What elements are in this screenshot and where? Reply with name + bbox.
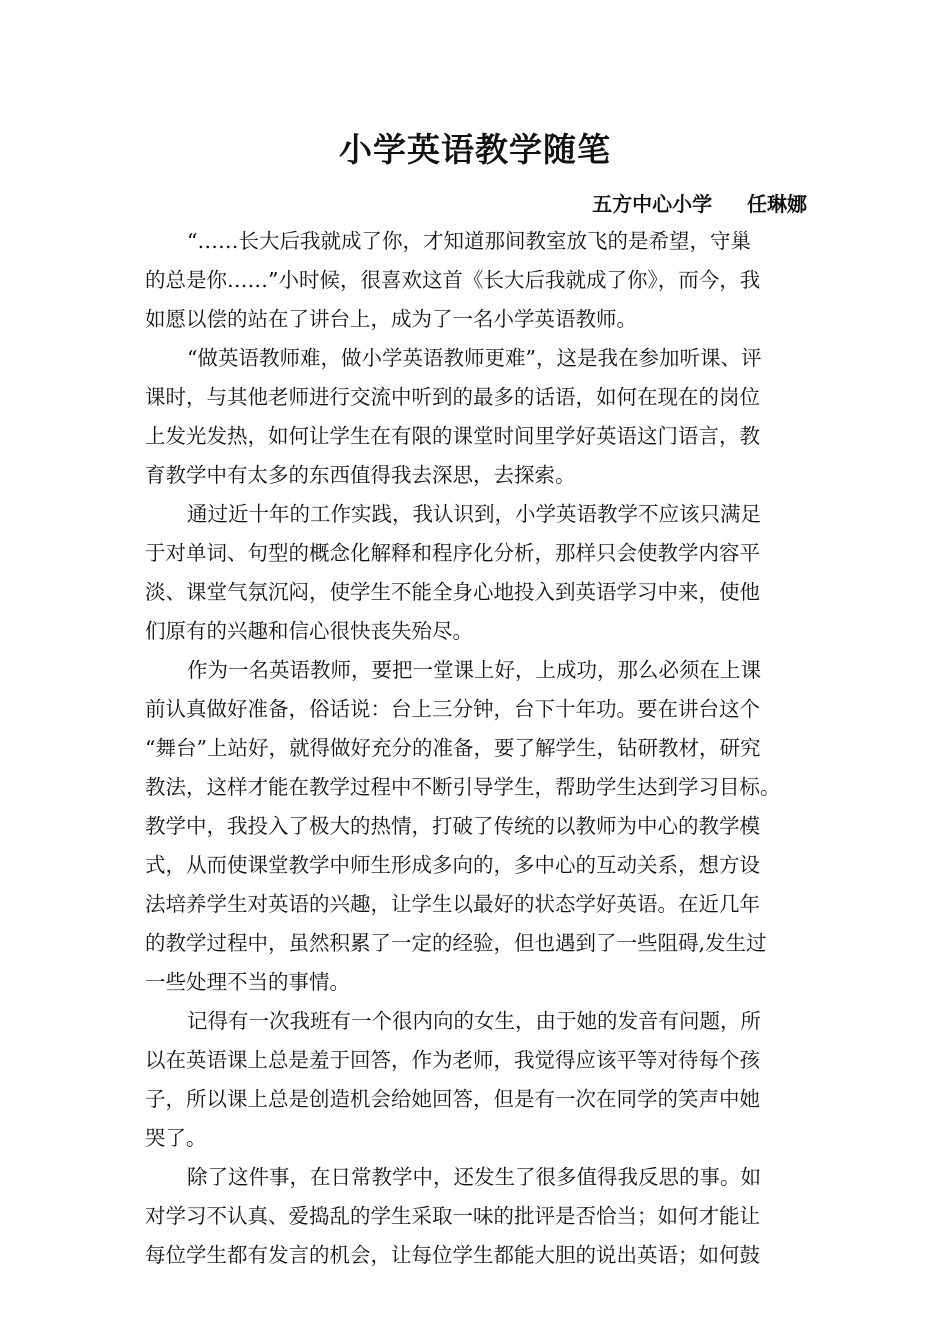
text-line: 以在英语课上总是羞于回答，作为老师，我觉得应该平等对待每个孩 [145, 1048, 760, 1072]
text-line: 一些处理不当的事情。 [145, 970, 350, 994]
text-line: 记得有一次我班有一个很内向的女生，由于她的发音有问题，所 [187, 1009, 761, 1033]
text-line: 哭了。 [145, 1126, 207, 1150]
text-line: 通过近十年的工作实践，我认识到，小学英语教学不应该只满足 [187, 502, 761, 526]
text-line: 上发光发热，如何让学生在有限的课堂时间里学好英语这门语言，教 [145, 424, 760, 448]
text-line: 的教学过程中，虽然积累了一定的经验，但也遇到了一些阻碍,发生过 [145, 931, 767, 955]
text-line: “做英语教师难，做小学英语教师更难”，这是我在参加听课、评 [187, 346, 762, 370]
text-line: 教法，这样才能在教学过程中不断引导学生，帮助学生达到学习目标。 [145, 775, 781, 799]
text-line: 淡、课堂气氛沉闷，使学生不能全身心地投入到英语学习中来，使他 [145, 580, 760, 604]
author-line: 五方中心小学 任琳娜 [592, 192, 807, 216]
text-line: 式，从而使课堂教学中师生形成多向的，多中心的互动关系，想方设 [145, 853, 760, 877]
text-line: 于对单词、句型的概念化解释和程序化分析，那样只会使教学内容平 [145, 541, 760, 565]
text-line: 们原有的兴趣和信心很快丧失殆尽。 [145, 619, 473, 643]
text-line: “……长大后我就成了你，才知道那间教室放飞的是希望，守巢 [187, 229, 751, 253]
text-line: 对学习不认真、爱捣乱的学生采取一味的批评是否恰当；如何才能让 [145, 1204, 760, 1228]
text-line: 的总是你……”小时候，很喜欢这首《长大后我就成了你》，而今，我 [145, 268, 761, 292]
text-line: 除了这件事，在日常教学中，还发生了很多值得我反思的事。如 [187, 1165, 761, 1189]
text-line: 子，所以课上总是创造机会给她回答，但是有一次在同学的笑声中她 [145, 1087, 760, 1111]
text-line: 每位学生都有发言的机会，让每位学生都能大胆的说出英语；如何鼓 [145, 1243, 760, 1267]
document-title: 小学英语教学随笔 [339, 130, 611, 169]
text-line: 作为一名英语教师，要把一堂课上好，上成功，那么必须在上课 [187, 658, 761, 682]
text-line: 法培养学生对英语的兴趣，让学生以最好的状态学好英语。在近几年 [145, 892, 760, 916]
text-line: 育教学中有太多的东西值得我去深思，去探索。 [145, 463, 576, 487]
text-line: 前认真做好准备，俗话说：台上三分钟，台下十年功。要在讲台这个 [145, 697, 760, 721]
text-line: 课时，与其他老师进行交流中听到的最多的话语，如何在现在的岗位 [145, 385, 760, 409]
text-line: “舞台”上站好，就得做好充分的准备，要了解学生，钻研教材，研究 [145, 736, 761, 760]
text-line: 如愿以偿的站在了讲台上，成为了一名小学英语教师。 [145, 307, 637, 331]
text-line: 教学中，我投入了极大的热情，打破了传统的以教师为中心的教学模 [145, 814, 760, 838]
document-body [145, 222, 810, 1275]
